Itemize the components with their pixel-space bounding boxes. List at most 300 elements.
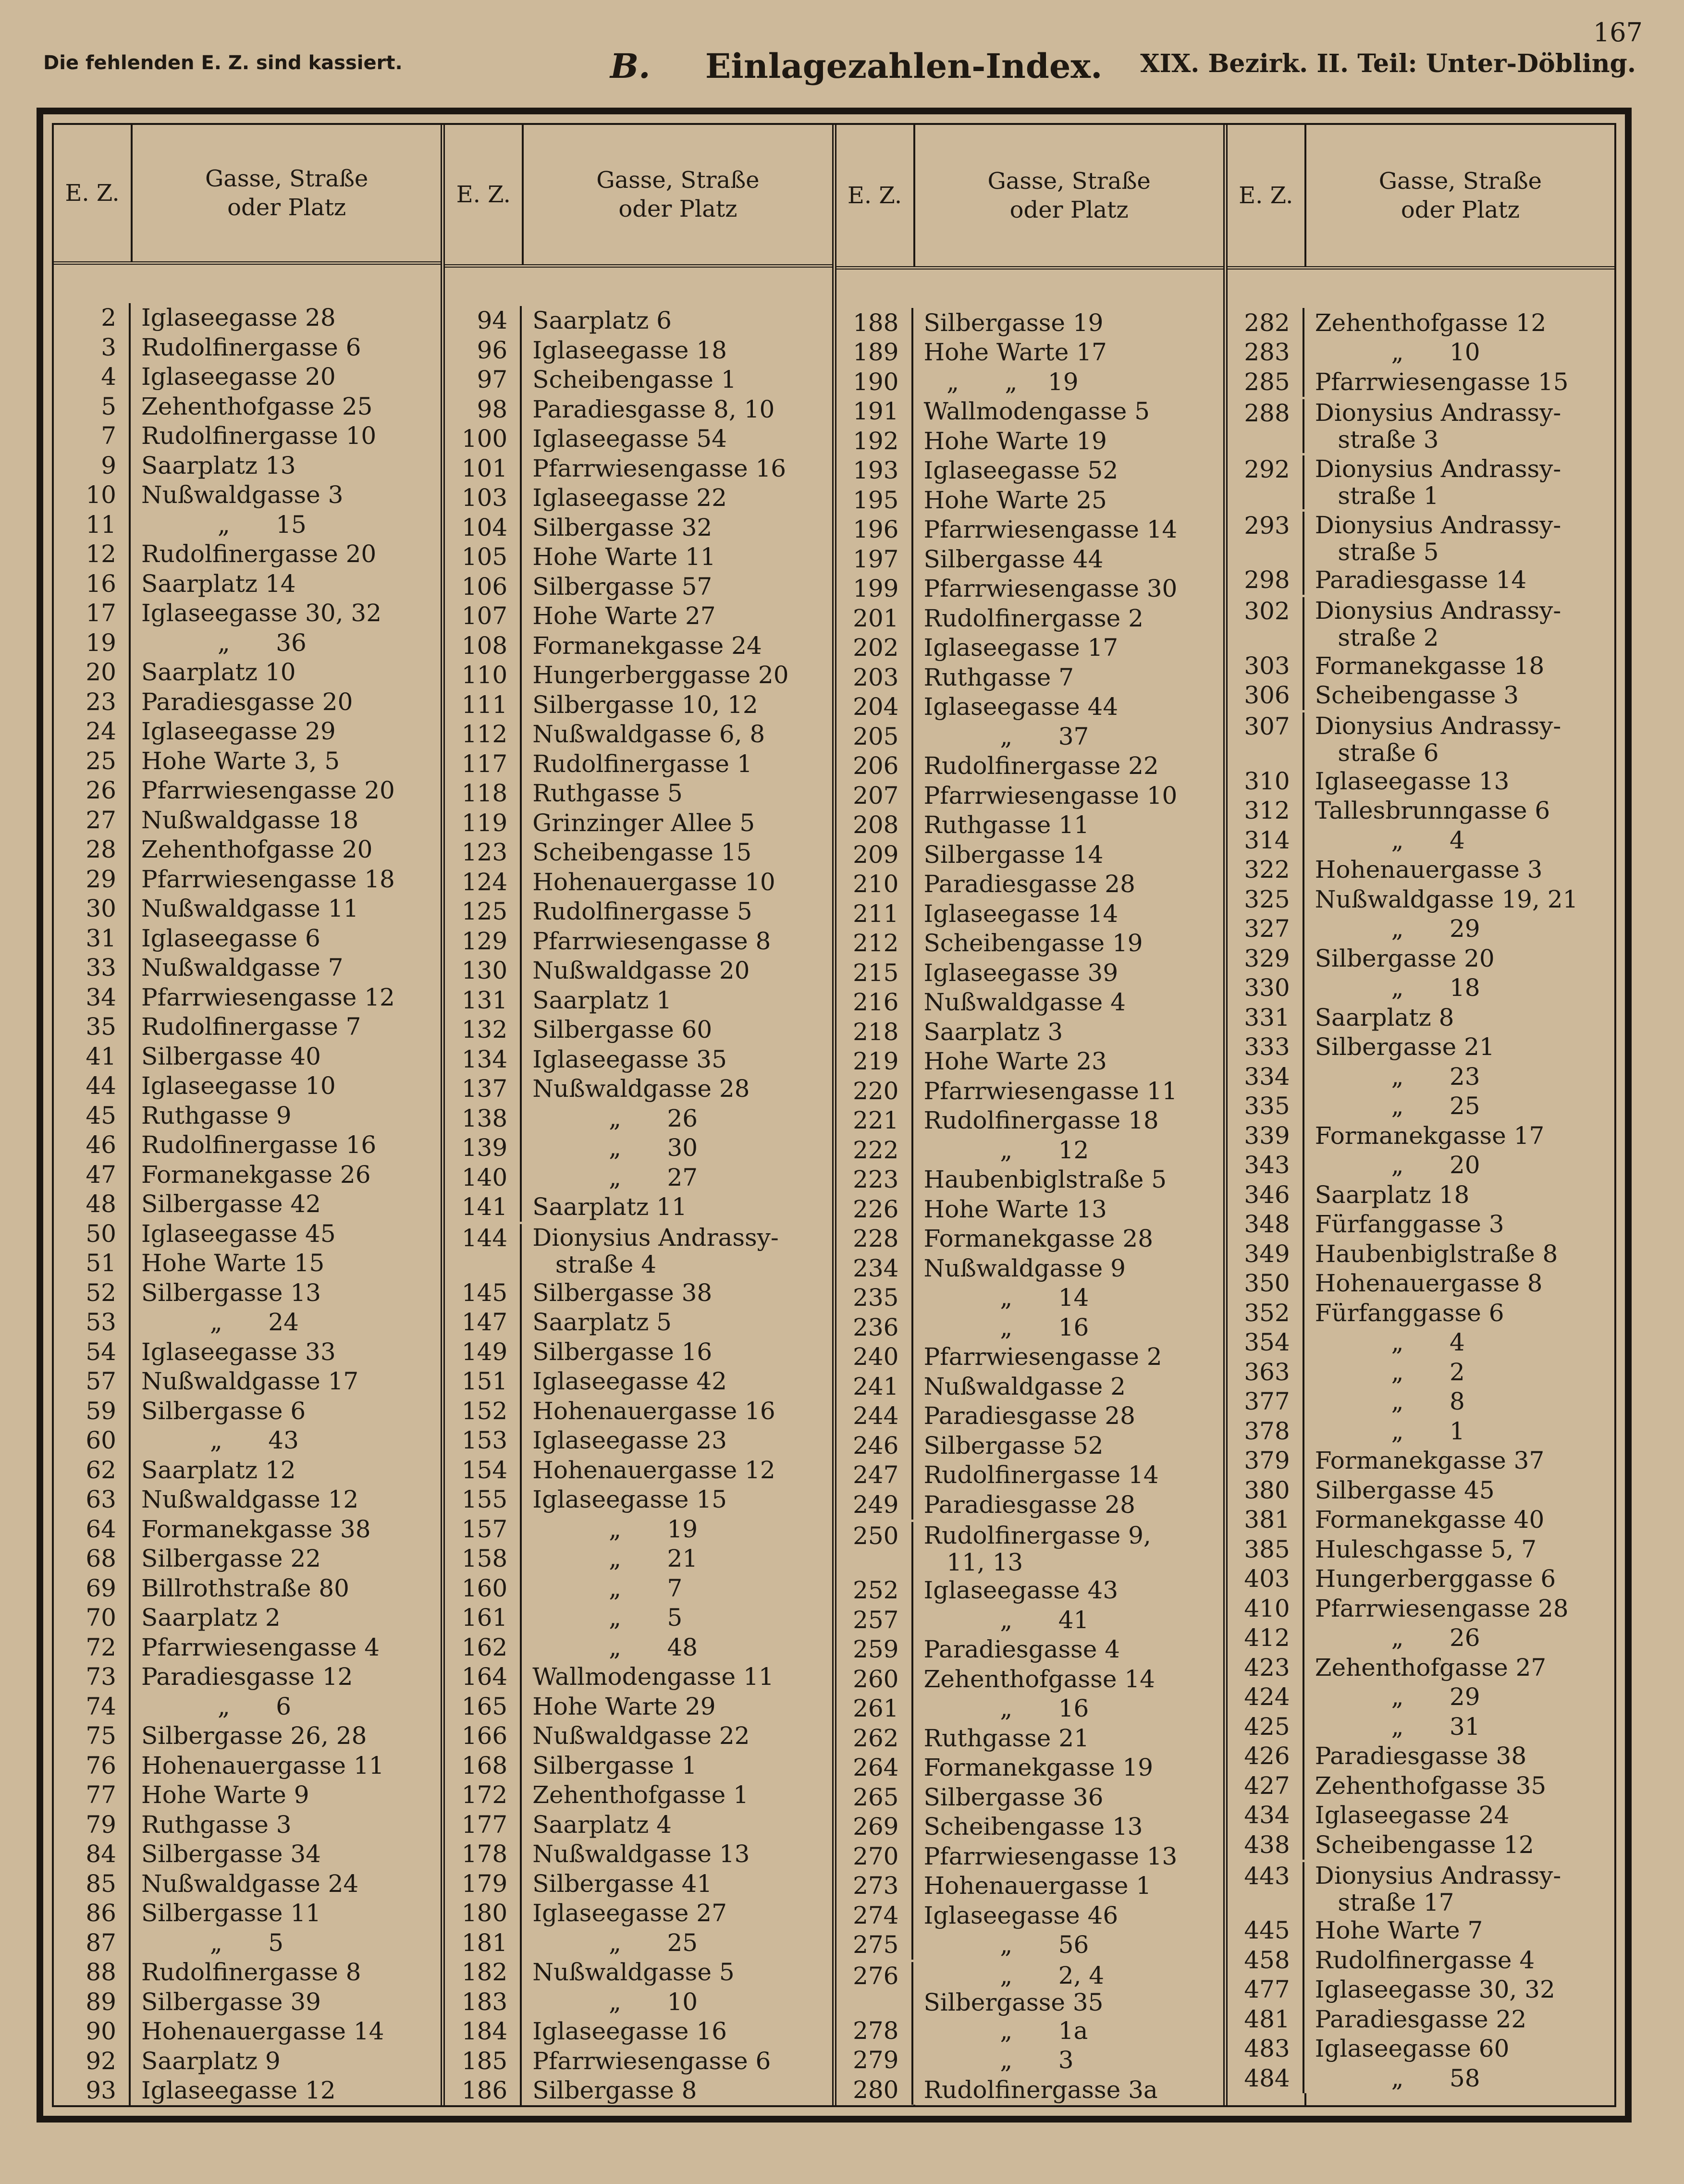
ez-number: 27 bbox=[54, 805, 131, 835]
ez-number: 252 bbox=[836, 1576, 913, 1606]
table-row bbox=[836, 1753, 1223, 1783]
table-row bbox=[54, 1367, 441, 1397]
ez-number: 4 bbox=[54, 362, 131, 392]
table-row bbox=[54, 1692, 441, 1721]
ez-number: 443 bbox=[1228, 1862, 1304, 1916]
table-row bbox=[836, 544, 1223, 574]
ez-number: 322 bbox=[1228, 855, 1304, 885]
table-row bbox=[445, 631, 832, 661]
table-row bbox=[836, 692, 1223, 722]
table-row bbox=[836, 870, 1223, 899]
ez-number: 96 bbox=[445, 335, 522, 365]
table-row bbox=[1228, 1475, 1614, 1505]
street-address: Saarplatz 13 bbox=[141, 451, 296, 479]
street-address: Silbergasse 16 bbox=[532, 1337, 713, 1366]
street-address: Saarplatz 4 bbox=[532, 1810, 672, 1839]
ez-number: 346 bbox=[1228, 1180, 1304, 1210]
table-row bbox=[836, 1313, 1223, 1342]
table-row bbox=[836, 958, 1223, 988]
table-row bbox=[54, 1810, 441, 1840]
street-address: Pfarrwiesengasse 4 bbox=[141, 1633, 380, 1661]
street-address: Silbergasse 26, 28 bbox=[141, 1722, 367, 1750]
street-address: „ 58 bbox=[1315, 2064, 1480, 2092]
street-address: „ 24 bbox=[141, 1308, 299, 1337]
ez-number: 201 bbox=[836, 603, 913, 633]
ez-number: 111 bbox=[445, 690, 522, 720]
street-address: Pfarrwiesengasse 12 bbox=[141, 983, 395, 1011]
table-row bbox=[445, 867, 832, 897]
ez-number: 262 bbox=[836, 1723, 913, 1753]
street-address: Rudolfinergasse 14 bbox=[923, 1461, 1159, 1489]
street-address: „ 56 bbox=[923, 1931, 1089, 1959]
street-address: Silbergasse 13 bbox=[141, 1278, 321, 1307]
table-row bbox=[445, 985, 832, 1015]
table-row bbox=[445, 1192, 832, 1222]
street-address: Zehenthofgasse 25 bbox=[141, 392, 373, 420]
street-address: Iglaseegasse 14 bbox=[923, 899, 1119, 928]
ez-number: 312 bbox=[1228, 796, 1304, 826]
ez-number: 50 bbox=[54, 1219, 131, 1249]
table-row bbox=[445, 1810, 832, 1840]
street-address: Rudolfinergasse 5 bbox=[532, 897, 752, 926]
ez-number: 426 bbox=[1228, 1742, 1304, 1771]
street-address: Iglaseegasse 24 bbox=[1315, 1801, 1510, 1829]
street-address: Iglaseegasse 45 bbox=[141, 1219, 336, 1248]
table-row bbox=[836, 722, 1223, 751]
street-address: Zehenthofgasse 14 bbox=[923, 1665, 1155, 1693]
table-row bbox=[1228, 1742, 1614, 1771]
ez-number: 152 bbox=[445, 1396, 522, 1426]
table-row bbox=[445, 1928, 832, 1958]
street-address: Iglaseegasse 15 bbox=[532, 1485, 727, 1514]
table-row bbox=[54, 687, 441, 717]
ez-number: 172 bbox=[445, 1780, 522, 1810]
page-header bbox=[43, 46, 1636, 89]
table-row bbox=[445, 1840, 832, 1869]
street-address: „ 36 bbox=[141, 628, 307, 657]
ez-number: 381 bbox=[1228, 1505, 1304, 1535]
ez-number: 189 bbox=[836, 338, 913, 368]
ez-number: 288 bbox=[1228, 399, 1304, 453]
ez-number: 70 bbox=[54, 1603, 131, 1633]
table-row bbox=[445, 1104, 832, 1133]
table-row bbox=[836, 1930, 1223, 1960]
ez-number: 196 bbox=[836, 515, 913, 545]
table-row bbox=[54, 1396, 441, 1426]
street-address: Dionysius Andrassy- straße 17 bbox=[1315, 1861, 1561, 1916]
ez-number: 20 bbox=[54, 658, 131, 687]
index-table-frame bbox=[37, 108, 1632, 2123]
street-address: Rudolfinergasse 18 bbox=[923, 1106, 1159, 1135]
ez-number: 69 bbox=[54, 1573, 131, 1603]
table-row bbox=[1228, 1564, 1614, 1594]
street-address: Paradiesgasse 38 bbox=[1315, 1742, 1527, 1770]
table-row bbox=[54, 1278, 441, 1308]
ez-number: 12 bbox=[54, 540, 131, 569]
table-row bbox=[54, 1780, 441, 1810]
table-row bbox=[54, 2017, 441, 2047]
table-row bbox=[836, 1812, 1223, 1842]
table-row bbox=[54, 1928, 441, 1958]
ez-number: 350 bbox=[1228, 1269, 1304, 1299]
table-column bbox=[836, 125, 1228, 2105]
ez-number: 26 bbox=[54, 776, 131, 806]
street-address: Formanekgasse 17 bbox=[1315, 1121, 1545, 1150]
ez-number: 325 bbox=[1228, 884, 1304, 914]
ez-number: 35 bbox=[54, 1012, 131, 1042]
table-row bbox=[1228, 1269, 1614, 1299]
street-address: Rudolfinergasse 7 bbox=[141, 1013, 361, 1041]
street-address: „ 10 bbox=[532, 1988, 698, 2016]
street-address: Iglaseegasse 35 bbox=[532, 1045, 727, 1073]
ez-number: 24 bbox=[54, 717, 131, 747]
ez-number: 79 bbox=[54, 1810, 131, 1840]
street-address: Iglaseegasse 16 bbox=[532, 2017, 727, 2046]
ez-number: 427 bbox=[1228, 1771, 1304, 1801]
street-address: Rudolfinergasse 6 bbox=[141, 333, 361, 361]
ez-number: 89 bbox=[54, 1987, 131, 2017]
street-address: Nußwaldgasse 2 bbox=[923, 1372, 1126, 1400]
table-row bbox=[445, 838, 832, 868]
ez-number: 117 bbox=[445, 749, 522, 779]
header-street bbox=[915, 125, 1223, 266]
street-address: Iglaseegasse 46 bbox=[923, 1901, 1119, 1929]
table-row bbox=[836, 1106, 1223, 1136]
table-row bbox=[1228, 2034, 1614, 2064]
street-address: Silbergasse 1 bbox=[532, 1751, 697, 1779]
table-row bbox=[836, 1194, 1223, 1224]
table-row bbox=[1228, 1387, 1614, 1417]
street-address: „ 12 bbox=[923, 1136, 1089, 1164]
table-row bbox=[54, 982, 441, 1012]
ez-number: 204 bbox=[836, 692, 913, 722]
ez-number: 129 bbox=[445, 926, 522, 956]
table-row bbox=[836, 781, 1223, 810]
table-row bbox=[54, 1987, 441, 2017]
street-address: Iglaseegasse 52 bbox=[923, 456, 1119, 485]
ez-number: 264 bbox=[836, 1753, 913, 1783]
table-row bbox=[54, 480, 441, 510]
ez-number: 303 bbox=[1228, 651, 1304, 681]
street-address: Iglaseegasse 43 bbox=[923, 1576, 1119, 1605]
ez-number: 235 bbox=[836, 1283, 913, 1313]
street-address: Saarplatz 1 bbox=[532, 986, 672, 1014]
street-address: Hohenauergasse 11 bbox=[141, 1751, 384, 1779]
street-address: „ 2 bbox=[1315, 1358, 1465, 1386]
street-address: Iglaseegasse 60 bbox=[1315, 2035, 1510, 2063]
street-address: „ 14 bbox=[923, 1284, 1089, 1312]
ez-number: 434 bbox=[1228, 1801, 1304, 1830]
ez-number: 244 bbox=[836, 1401, 913, 1431]
ez-number: 98 bbox=[445, 394, 522, 424]
table-row bbox=[1228, 1945, 1614, 1975]
table-row bbox=[1228, 595, 1614, 651]
street-address: „ 43 bbox=[141, 1426, 299, 1455]
ez-number: 158 bbox=[445, 1544, 522, 1574]
table-row bbox=[54, 1455, 441, 1485]
column-header bbox=[445, 125, 832, 268]
ez-number: 279 bbox=[836, 2046, 913, 2075]
ez-number: 53 bbox=[54, 1308, 131, 1337]
table-row bbox=[445, 808, 832, 838]
street-address: Rudolfinergasse 16 bbox=[141, 1131, 377, 1159]
table-row bbox=[1228, 397, 1614, 453]
street-address: Wallmodengasse 11 bbox=[532, 1663, 774, 1691]
street-address: Iglaseegasse 20 bbox=[141, 363, 336, 391]
street-address: Rudolfinergasse 1 bbox=[532, 749, 752, 778]
ez-number: 278 bbox=[836, 2016, 913, 2046]
ez-number: 314 bbox=[1228, 825, 1304, 855]
street-address: „ 29 bbox=[1315, 915, 1480, 943]
table-row bbox=[445, 1780, 832, 1810]
street-address: Nußwaldgasse 22 bbox=[532, 1722, 750, 1750]
table-row bbox=[445, 897, 832, 927]
table-row bbox=[54, 1869, 441, 1899]
ez-number: 199 bbox=[836, 574, 913, 604]
table-row bbox=[1228, 944, 1614, 973]
street-address: Iglaseegasse 6 bbox=[141, 924, 320, 952]
street-address: „ 26 bbox=[1315, 1624, 1480, 1652]
ez-number: 86 bbox=[54, 1899, 131, 1928]
table-row bbox=[445, 956, 832, 986]
ez-number: 7 bbox=[54, 421, 131, 451]
table-row bbox=[54, 1130, 441, 1160]
ez-number: 54 bbox=[54, 1337, 131, 1367]
ez-number: 302 bbox=[1228, 597, 1304, 651]
header-street-line1: Gasse, Straße bbox=[1378, 168, 1542, 195]
street-address: Hohe Warte 7 bbox=[1315, 1916, 1483, 1945]
street-address: „ „ 19 bbox=[923, 368, 1079, 396]
street-address: Silbergasse 11 bbox=[141, 1899, 321, 1927]
ez-number: 403 bbox=[1228, 1564, 1304, 1594]
ez-number: 92 bbox=[54, 2046, 131, 2076]
header-street-line1: Gasse, Straße bbox=[987, 168, 1151, 195]
street-address: Nußwaldgasse 13 bbox=[532, 1840, 750, 1868]
ez-number: 138 bbox=[445, 1104, 522, 1133]
ez-number: 30 bbox=[54, 894, 131, 924]
table-row bbox=[445, 542, 832, 572]
street-address: Iglaseegasse 22 bbox=[532, 484, 727, 512]
ez-number: 104 bbox=[445, 513, 522, 542]
table-row bbox=[54, 1071, 441, 1101]
column-header bbox=[54, 125, 441, 265]
street-address: Saarplatz 11 bbox=[532, 1193, 687, 1221]
street-address: Dionysius Andrassy- straße 2 bbox=[1315, 597, 1561, 651]
table-row bbox=[445, 1163, 832, 1192]
table-row bbox=[836, 1047, 1223, 1077]
ez-number: 103 bbox=[445, 483, 522, 513]
table-row bbox=[836, 603, 1223, 633]
table-row bbox=[445, 1692, 832, 1721]
table-row bbox=[445, 1074, 832, 1104]
table-row bbox=[54, 1485, 441, 1515]
table-row bbox=[836, 988, 1223, 1018]
table-row bbox=[445, 1133, 832, 1163]
ez-number: 161 bbox=[445, 1603, 522, 1633]
table-row bbox=[836, 1635, 1223, 1665]
header-note: Die fehlenden E. Z. sind kassiert. bbox=[43, 52, 403, 74]
ez-number: 183 bbox=[445, 1987, 522, 2017]
street-address: Zehenthofgasse 20 bbox=[141, 835, 373, 864]
table-row bbox=[445, 335, 832, 365]
street-address: Paradiesgasse 20 bbox=[141, 687, 353, 716]
ez-number: 165 bbox=[445, 1692, 522, 1721]
street-address: Saarplatz 9 bbox=[141, 2047, 281, 2075]
ez-number: 206 bbox=[836, 751, 913, 781]
table-row bbox=[836, 1431, 1223, 1460]
table-row bbox=[445, 1367, 832, 1397]
street-address: Silbergasse 10, 12 bbox=[532, 690, 758, 719]
street-address: Nußwaldgasse 18 bbox=[141, 806, 359, 834]
ez-number: 219 bbox=[836, 1047, 913, 1077]
table-row bbox=[836, 1576, 1223, 1606]
table-row bbox=[1228, 1180, 1614, 1210]
street-address: Ruthgasse 7 bbox=[923, 663, 1074, 691]
street-address: Nußwaldgasse 3 bbox=[141, 481, 344, 509]
street-address: „ 18 bbox=[1315, 974, 1480, 1002]
ez-number: 228 bbox=[836, 1224, 913, 1254]
ez-number: 90 bbox=[54, 2017, 131, 2047]
header-ez: E. Z. bbox=[1228, 125, 1306, 266]
table-row bbox=[54, 1514, 441, 1544]
ez-number: 292 bbox=[1228, 455, 1304, 509]
ez-number: 124 bbox=[445, 867, 522, 897]
table-row bbox=[445, 601, 832, 631]
table-row bbox=[1228, 509, 1614, 565]
street-address: „ 20 bbox=[1315, 1151, 1480, 1179]
street-address: Saarplatz 10 bbox=[141, 658, 296, 687]
ez-number: 274 bbox=[836, 1901, 913, 1930]
table-row bbox=[54, 1573, 441, 1603]
street-address: Silbergasse 21 bbox=[1315, 1033, 1495, 1061]
street-address: Rudolfinergasse 2 bbox=[923, 604, 1143, 632]
table-row bbox=[54, 1662, 441, 1692]
ez-number: 191 bbox=[836, 397, 913, 427]
street-address: Nußwaldgasse 19, 21 bbox=[1315, 885, 1578, 913]
street-address: Hohe Warte 11 bbox=[532, 543, 716, 571]
ez-number: 28 bbox=[54, 835, 131, 865]
street-address: Grinzinger Allee 5 bbox=[532, 809, 755, 837]
ez-number: 72 bbox=[54, 1632, 131, 1662]
ez-number: 249 bbox=[836, 1490, 913, 1520]
table-row bbox=[54, 1632, 441, 1662]
table-row bbox=[836, 1723, 1223, 1753]
street-address: Silbergasse 8 bbox=[532, 2076, 697, 2105]
table-row bbox=[445, 572, 832, 601]
ez-number: 125 bbox=[445, 897, 522, 927]
ez-number: 285 bbox=[1228, 367, 1304, 397]
ez-number: 179 bbox=[445, 1869, 522, 1899]
street-address: „ 48 bbox=[532, 1633, 698, 1661]
ez-number: 33 bbox=[54, 953, 131, 983]
ez-number: 425 bbox=[1228, 1712, 1304, 1742]
table-row bbox=[54, 1603, 441, 1633]
street-address: Formanekgasse 37 bbox=[1315, 1447, 1545, 1475]
street-address: Ruthgasse 3 bbox=[141, 1810, 292, 1839]
header-street-line2: oder Platz bbox=[618, 195, 738, 222]
street-address: Silbergasse 57 bbox=[532, 572, 713, 601]
street-address: Formanekgasse 28 bbox=[923, 1225, 1154, 1253]
street-address: Iglaseegasse 39 bbox=[923, 958, 1119, 987]
street-address: Rudolfinergasse 22 bbox=[923, 752, 1159, 780]
table-row bbox=[1228, 1092, 1614, 1121]
street-address: Scheibengasse 19 bbox=[923, 929, 1143, 957]
street-address: Nußwaldgasse 4 bbox=[923, 988, 1126, 1017]
street-address: Hohe Warte 17 bbox=[923, 338, 1107, 367]
ez-number: 9 bbox=[54, 451, 131, 480]
table-row bbox=[54, 1308, 441, 1337]
ez-number: 293 bbox=[1228, 512, 1304, 565]
table-row bbox=[445, 1632, 832, 1662]
header-street-line2: oder Platz bbox=[1009, 196, 1129, 223]
table-row bbox=[54, 835, 441, 865]
ez-number: 234 bbox=[836, 1253, 913, 1283]
street-address: Silbergasse 40 bbox=[141, 1042, 321, 1070]
table-row bbox=[1228, 681, 1614, 711]
table-row bbox=[1228, 1830, 1614, 1860]
street-address: Silbergasse 34 bbox=[141, 1840, 321, 1868]
table-row bbox=[445, 720, 832, 749]
street-address: Pfarrwiesengasse 28 bbox=[1315, 1594, 1569, 1622]
ez-number: 162 bbox=[445, 1632, 522, 1662]
table-row bbox=[445, 926, 832, 956]
street-address: Iglaseegasse 23 bbox=[532, 1426, 727, 1455]
table-row bbox=[836, 1520, 1223, 1576]
table-row bbox=[54, 1899, 441, 1928]
street-address: Pfarrwiesengasse 2 bbox=[923, 1343, 1162, 1371]
street-address: „ 5 bbox=[532, 1604, 683, 1632]
ez-number: 310 bbox=[1228, 766, 1304, 796]
ez-number: 307 bbox=[1228, 712, 1304, 766]
ez-number: 84 bbox=[54, 1840, 131, 1869]
table-row bbox=[445, 1899, 832, 1928]
ez-number: 424 bbox=[1228, 1682, 1304, 1712]
table-row bbox=[1228, 1534, 1614, 1564]
ez-number: 180 bbox=[445, 1899, 522, 1928]
table-row bbox=[1228, 1357, 1614, 1387]
table-row bbox=[1228, 1151, 1614, 1180]
street-address: Formanekgasse 26 bbox=[141, 1160, 371, 1189]
street-address: Dionysius Andrassy- straße 3 bbox=[1315, 398, 1561, 454]
street-address: „ 4 bbox=[1315, 826, 1465, 854]
street-address: Silbergasse 44 bbox=[923, 545, 1104, 573]
table-row bbox=[836, 1490, 1223, 1520]
table-row bbox=[836, 1017, 1223, 1047]
street-address: Pfarrwiesengasse 30 bbox=[923, 575, 1178, 603]
street-address: Iglaseegasse 42 bbox=[532, 1367, 727, 1396]
table-column bbox=[1228, 125, 1614, 2105]
ez-number: 64 bbox=[54, 1514, 131, 1544]
ez-number: 151 bbox=[445, 1367, 522, 1397]
ez-number: 47 bbox=[54, 1160, 131, 1190]
street-address: Hohenauergasse 14 bbox=[141, 2017, 384, 2046]
street-address: Pfarrwiesengasse 18 bbox=[141, 865, 395, 893]
ez-number: 215 bbox=[836, 958, 913, 988]
street-address: Iglaseegasse 29 bbox=[141, 717, 336, 746]
title-text: Einlagezahlen-Index. bbox=[705, 46, 1103, 86]
table-row bbox=[1228, 1771, 1614, 1801]
ez-number: 123 bbox=[445, 838, 522, 868]
ez-number: 298 bbox=[1228, 565, 1304, 595]
table-row bbox=[836, 1460, 1223, 1490]
street-address: Rudolfinergasse 20 bbox=[141, 540, 377, 568]
street-address: Dionysius Andrassy- straße 1 bbox=[1315, 454, 1561, 510]
street-address: Hohenauergasse 1 bbox=[923, 1872, 1152, 1900]
ez-number: 25 bbox=[54, 746, 131, 776]
table-row bbox=[54, 628, 441, 658]
ez-number: 257 bbox=[836, 1605, 913, 1635]
table-row bbox=[54, 1012, 441, 1042]
